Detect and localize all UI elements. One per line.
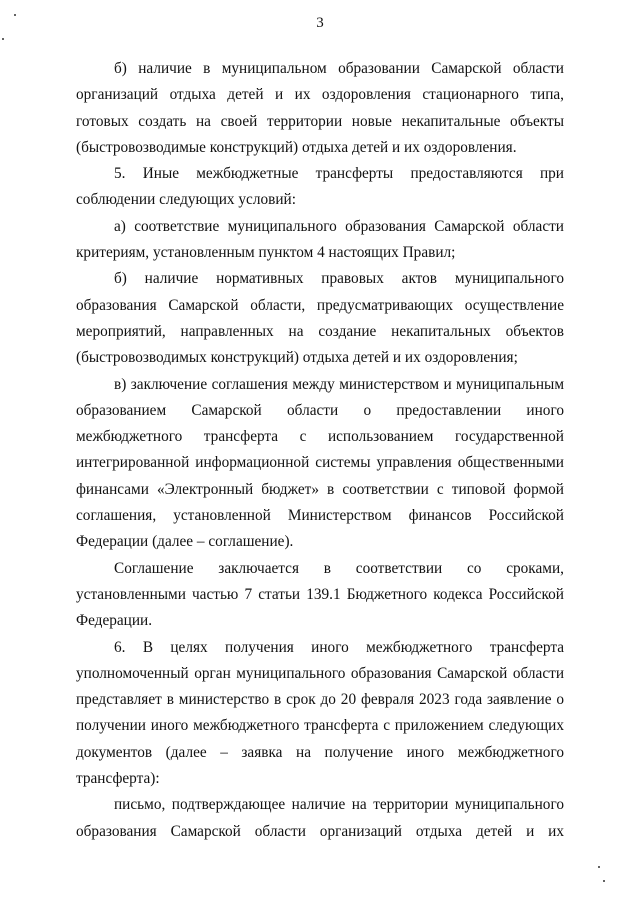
page-number: 3 — [316, 15, 324, 31]
paragraph-5c-agreement: в) заключение соглашения между министерством и муниципальным образованием Самарской области о предоставлении иного межбюджетного трансферта с использованием государственной интегрированной информационной системы управления общественными финансами «Электронный бюджет» в соответствии с типовой формой соглашения, установленной Министерством финансов Российской Федерации (далее – соглашение). — [76, 375, 564, 551]
document-body — [76, 56, 564, 845]
paragraph-4b-organizations: б) наличие в муниципальном образовании Самарской области организаций отдыха детей и их оздоровления стационарного типа, готовых создать на своей территории новые некапитальные объекты (быстровозводимые конструкций) отдыха детей и их оздоровления. — [76, 60, 564, 156]
paragraph-5a-criteria: а) соответствие муниципального образования Самарской области критериям, установленным пунктом 4 настоящих Правил; — [76, 217, 564, 262]
scan-speck-bottom-right-2 — [603, 880, 605, 882]
paragraph-confirmation-letter: письмо, подтверждающее наличие на территории муниципального образования Самарской области организаций отдыха детей и их — [76, 796, 564, 840]
paragraph-5b-normative-acts: б) наличие нормативных правовых актов муниципального образования Самарской области, предусматривающих осуществление мероприятий, направленных на создание некапитальных объектов (быстровозводимых конструкций) отдыха детей и их оздоровления; — [76, 270, 564, 367]
scan-speck-left — [2, 38, 4, 40]
paragraph-6-application: 6. В целях получения иного межбюджетного трансферта уполномоченный орган муниципального образования Самарской области представляет в министерство в срок до 20 февраля 2023 года заявление о получении иного межбюджетного трансферта с приложением следующих документов (далее – заявка на получение иного межбюджетного трансферта): — [76, 638, 564, 788]
paragraph-agreement-terms: Соглашение заключается в соответствии со сроками, установленными частью 7 статьи 139.1 Бюджетного кодекса Российской Федерации. — [76, 559, 564, 630]
scan-speck-top-left — [14, 14, 16, 16]
scan-speck-bottom-right — [598, 866, 600, 868]
paragraph-5-conditions-intro: 5. Иные межбюджетные трансферты предоставляются при соблюдении следующих условий: — [76, 165, 564, 209]
